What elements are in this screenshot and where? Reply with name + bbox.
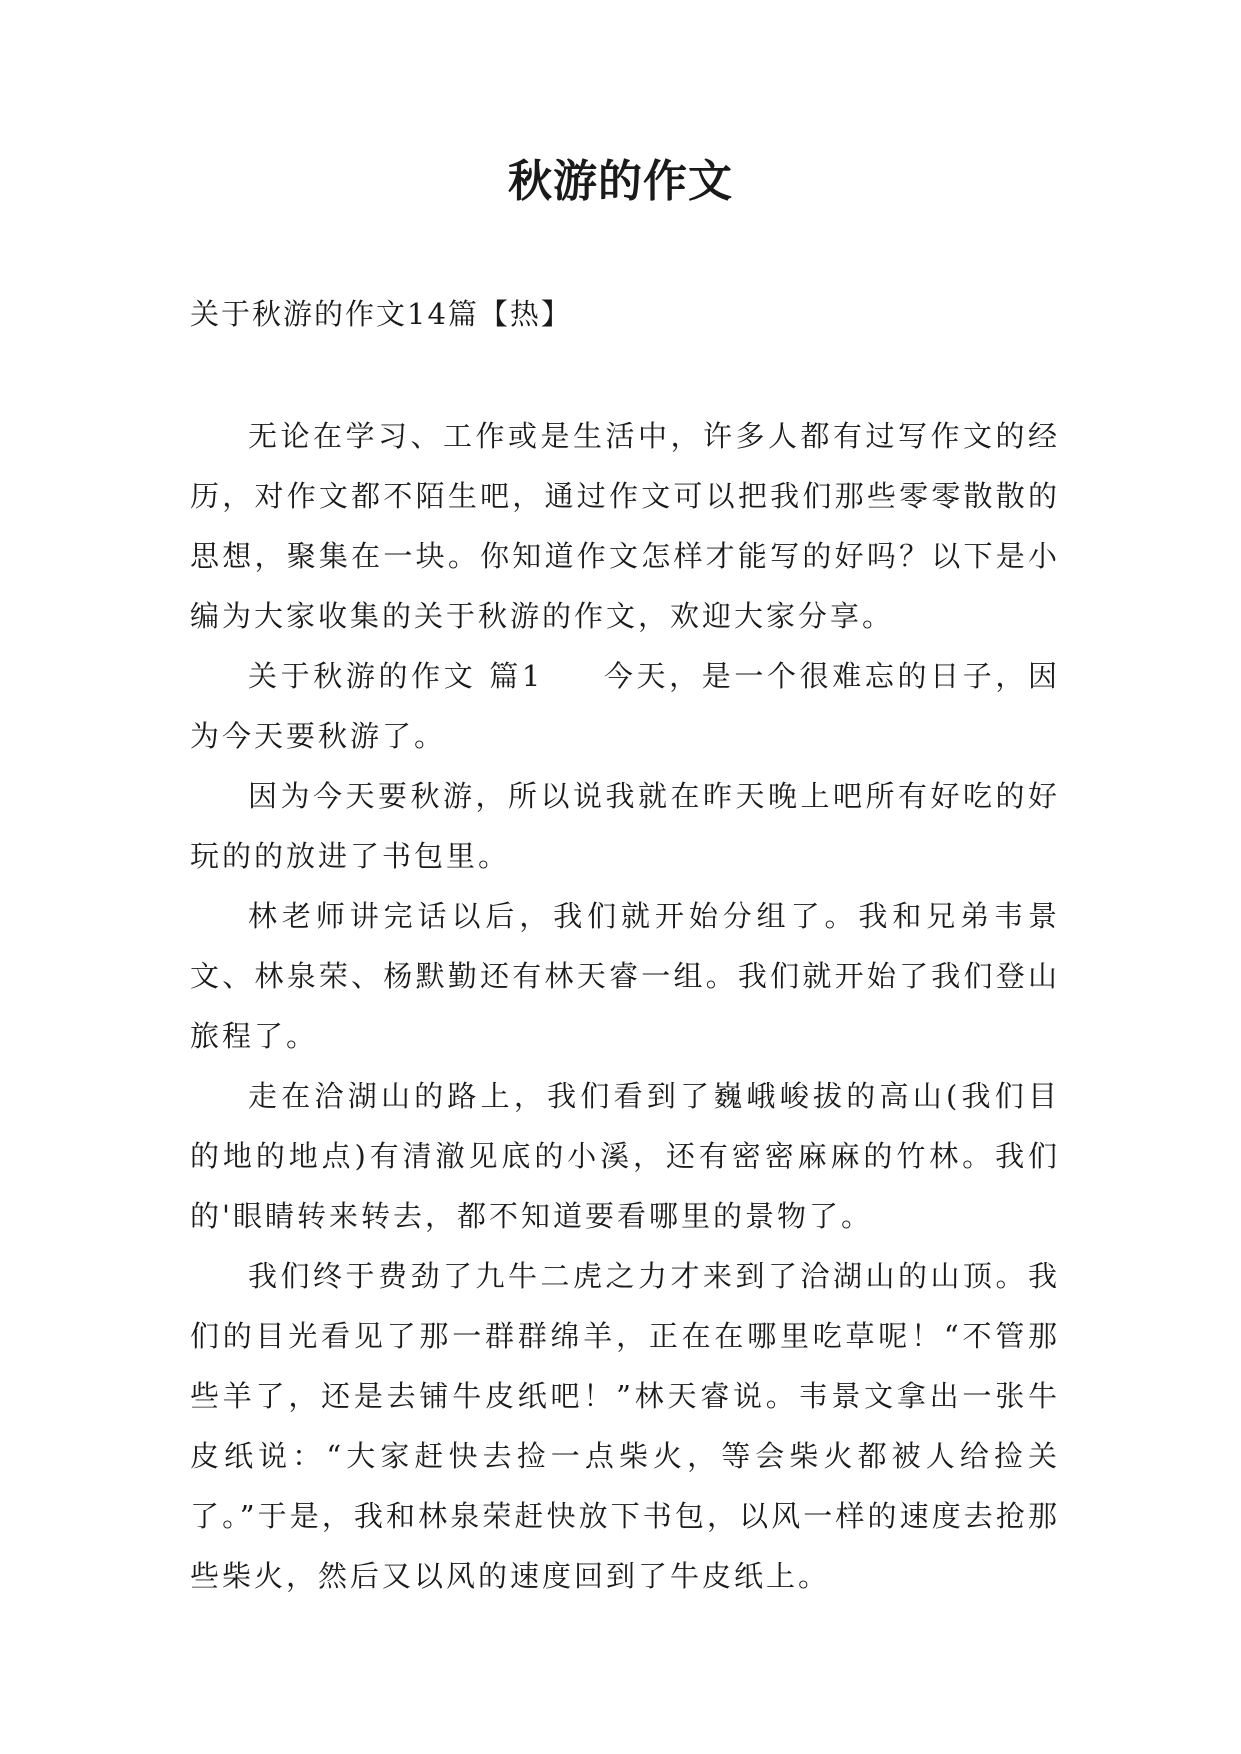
document-subtitle: 关于秋游的作文14篇【热】: [190, 297, 572, 331]
paragraph: 走在洽湖山的路上，我们看到了巍峨峻拔的高山(我们目的地的地点)有清澈见底的小溪，还有密密麻麻的竹林。我们的'眼睛转来转去，都不知道要看哪里的景物了。: [190, 1079, 1060, 1233]
section-heading: 关于秋游的作文 篇1: [248, 659, 544, 693]
paragraph-text: 今天，是一个很难忘的日子，因为今天要秋游了。: [190, 659, 1060, 753]
document-title: 秋游的作文: [508, 156, 733, 207]
paragraph: 因为今天要秋游，所以说我就在昨天晚上吧所有好吃的好玩的的放进了书包里。: [190, 779, 1060, 873]
paragraph-intro: 无论在学习、工作或是生活中，许多人都有过写作文的经历，对作文都不陌生吧，通过作文可以把我们那些零零散散的思想，聚集在一块。你知道作文怎样才能写的好吗？以下是小编为大家收集的关于秋游的作文，欢迎大家分享。: [190, 419, 1060, 633]
paragraph: 我们终于费劲了九牛二虎之力才来到了洽湖山的山顶。我们的目光看见了那一群群绵羊，正在在哪里吃草呢！“不管那些羊了，还是去铺牛皮纸吧！”林天睿说。韦景文拿出一张牛皮纸说：“大家赶快去捡一点柴火，等会柴火都被人给捡关了。”于是，我和林泉荣赶快放下书包，以风一样的速度去抢那些柴火，然后又以风的速度回到了牛皮纸上。: [190, 1259, 1060, 1593]
paragraph-section-1: [190, 646, 1060, 766]
document-body: [190, 406, 1060, 1606]
paragraph: 林老师讲完话以后，我们就开始分组了。我和兄弟韦景文、林泉荣、杨默勤还有林天睿一组。我们就开始了我们登山旅程了。: [190, 899, 1060, 1053]
